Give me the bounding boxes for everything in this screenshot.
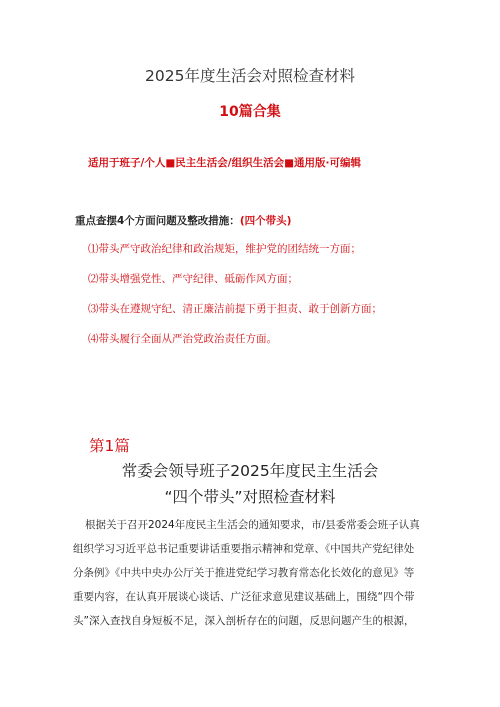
section-heading-line-2: “四个带头”对照检查材料: [164, 488, 336, 506]
applicability-note: 适用于班子/个人■民主生活会/组织生活会■通用版·可编辑: [88, 157, 361, 169]
body-line-3: 分条例》《中共中央办公厅关于推进党纪学习教育常态化长效化的意见》等: [73, 567, 415, 579]
body-line-2: 组织学习习近平总书记重要讲话重要指示精神和党章、《中国共产党纪律处: [73, 543, 415, 555]
collection-subtitle: 10篇合集: [219, 104, 281, 120]
focus-heading: [75, 213, 291, 228]
focus-heading-lead: 重点查摆4个方面问题及整改措施：: [75, 215, 240, 227]
document-title: 2025年度生活会对照检查材料: [145, 67, 355, 85]
focus-item-3: ⑶带头在遵规守纪、清正廉洁前提下勇于担责、敢于创新方面；: [88, 303, 382, 315]
body-line-4: 重要内容，在认真开展谈心谈话、广泛征求意见建议基础上，围绕“四个带: [73, 591, 415, 603]
body-line-1: 根据关于召开2024年度民主生活会的通知要求，市/县委常委会班子认真: [85, 519, 420, 531]
body-line-5: 头”深入查找自身短板不足，深入剖析存在的问题，反思问题产生的根源，: [73, 615, 415, 627]
focus-item-2: ⑵带头增强党性、严守纪律、砥砺作风方面；: [88, 273, 298, 285]
section-heading-line-1: 常委会领导班子2025年度民主生活会: [121, 462, 379, 480]
body-paragraph: [73, 513, 427, 633]
focus-item-1: ⑴带头严守政治纪律和政治规矩，维护党的团结统一方面；: [88, 243, 361, 255]
focus-heading-tag: (四个带头): [239, 215, 292, 227]
focus-item-4: ⑷带头履行全面从严治党政治责任方面。: [88, 333, 277, 345]
part-label: 第1篇: [89, 437, 130, 455]
